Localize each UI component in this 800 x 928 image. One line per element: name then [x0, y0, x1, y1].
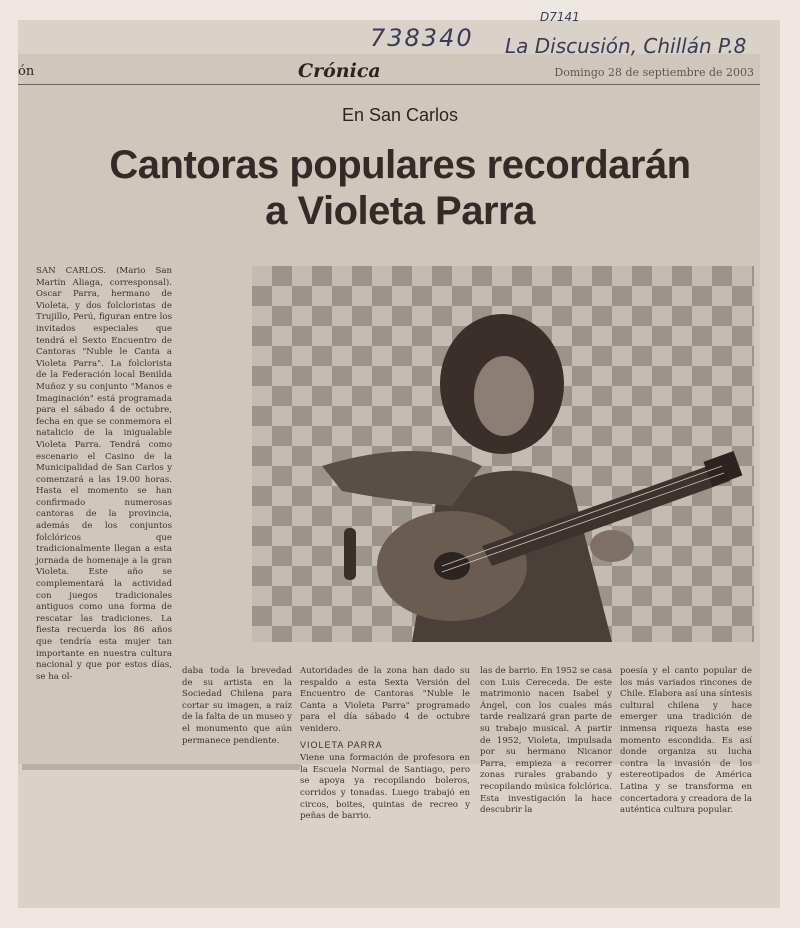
header-fragment: ón [18, 64, 35, 79]
column-4-text: las de barrio. En 1952 se casa con Luis Cereceda. De este matrimonio nacen Isabel y Ángel, con los cuales más tarde realizará gran parte de su trabajo musical. A partir de 1952, Violeta, impulsada por su hermano Nicanor Parra, empieza a recorrer zonas rurales grabando y recopilando música folclórica. Esta investigación la hace descubrir la [480, 666, 612, 816]
column-3-text-a: Autoridades de la zona han dado su respaldo a esta Sexta Versión del Encuentro de Cantoras "Nuble le Canta a Violeta Parra" programado para el día sábado 4 de octubre venidero. [300, 666, 470, 734]
column-3-text-b: Viene una formación de profesora en la Escuela Normal de Santiago, pero se apoya ya recopilando boleros, corridos y tonadas. Luego trabajó en circos, boites, quintas de recreo y peñas de barrio. [300, 753, 470, 822]
issue-date: Domingo 28 de septiembre de 2003 [554, 66, 754, 79]
column-5-text: poesía y el canto popular de los más variados rincones de Chile. Elabora así una síntesis cultural chilena y hace emerger una tradición de inmensa riqueza hasta ese momento escondida. Es así donde organiza su lucha contra la invasión de los estereotipados de América Latina y se transforma en concertadora y creadora de la auténtica cultura popular. [620, 666, 752, 816]
headline-line-2: a Violeta Parra [265, 189, 535, 233]
handwritten-code: D7141 [540, 10, 580, 24]
article-kicker: En San Carlos [341, 105, 459, 125]
section-name: Crónica [298, 60, 381, 82]
article-column-1 [36, 266, 172, 683]
newspaper-header [18, 62, 760, 85]
handwritten-source: La Discusión, Chillán P.8 [505, 34, 747, 58]
headline-line-1: Cantoras populares recordarán [109, 143, 691, 187]
article-column-5 [620, 666, 752, 817]
article-column-2 [182, 666, 292, 747]
torn-edge [22, 764, 300, 770]
column-2-text: daba toda la brevedad de su artista en la Sociedad Chilena para cortar su imagen, a raíz de la falta de un museo y el monumento que aún permanece pendiente. [182, 666, 292, 746]
handwritten-catalog-number: 738340 [370, 24, 474, 52]
article-headline [60, 142, 740, 234]
guitarist-illustration [252, 266, 754, 642]
column-3-subheading: VIOLETA PARRA [300, 739, 383, 750]
article-column-4 [480, 666, 612, 817]
column-1-text: SAN CARLOS. (Mario San Martín Aliaga, corresponsal). Oscar Parra, hermano de Violeta, y dos folcloristas de Trujillo, Perú, figuran entre los invitados especiales que tendrá el Sexto Encuentro de Cantoras "Nuble le Canta a Violeta Parra". La folclorista de la Federación local Benilda Muñoz y su conjunto "Manos e Imaginación" está programada para el sábado 4 de octubre, fecha en que se conmemora el natalicio de la inigualable Violeta Parra. Tendrá como escenario el Casino de la Municipalidad de San Carlos y comenzará a las 19.00 horas. Hasta el momento se han confirmado numerosas cantoras de la provincia, además de los conjuntos folclóricos que tradicionalmente llegan a esta jornada de homenaje a la gran Violeta. Este año se complementará la actividad con juegos tradicionales antiguos como una forma de rescatar las tradiciones. La fiesta recuerda los 86 años que tendría esta mujer tan importante en nuestra cultura nacional y que por estos días, se ha ol- [36, 266, 172, 682]
article-column-3 [300, 666, 470, 823]
article-photo [252, 266, 754, 642]
